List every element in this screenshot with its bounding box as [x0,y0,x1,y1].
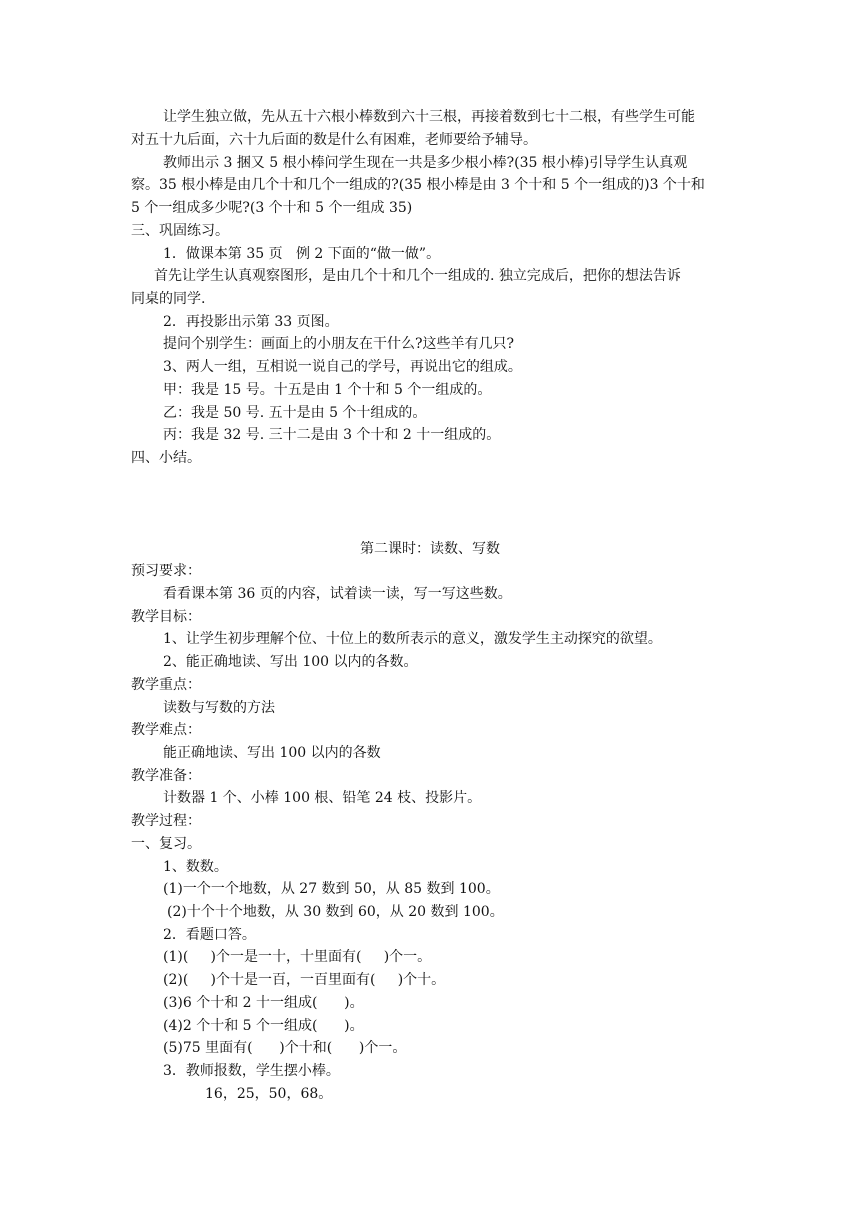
field-text: 读数与写数的方法 [163,700,275,716]
paragraph-line: 让学生独立做，先从五十六根小棒数到六十三根，再接着数到七十二根，有些学生可能 [163,109,695,125]
question-item: (2)( )个十是一百，一百里面有( )个十。 [163,972,446,988]
field-text: 计数器 1 个、小棒 100 根、铅笔 24 枝、投影片。 [163,790,482,806]
exercise-item: 1．做课本第 35 页 例 2 下面的“做一做”。 [163,246,441,262]
field-heading: 教学目标： [131,609,201,625]
paragraph-line: 察。35 根小棒是由几个十和几个一组成的?(35 根小棒是由 3 个十和 5 个一组成的)3 个十和 [131,177,705,193]
goal-item: 2、能正确地读、写出 100 以内的各数。 [163,654,418,670]
review-subitem: (2)十个十个地数，从 30 数到 60，从 20 数到 100。 [167,904,504,920]
exercise-item: 3、两人一组，互相说一说自己的学号，再说出它的组成。 [163,359,522,375]
paragraph-line: 教师出示 3 捆又 5 根小棒问学生现在一共是多少根小棒?(35 根小棒)引导学生认真观 [163,155,688,171]
question-item: (1)( )个一是一十，十里面有( )个一。 [163,949,432,965]
section-heading: 三、巩固练习。 [131,223,229,239]
field-heading: 教学准备： [131,768,201,784]
paragraph-line: 5 个一组成多少呢?(3 个十和 5 个一组成 35) [131,200,413,216]
question-item: (3)6 个十和 2 十一组成( )。 [163,995,364,1011]
field-heading: 预习要求： [131,563,201,579]
field-heading: 教学过程： [131,813,201,829]
field-text: 看看课本第 36 页的内容，试着读一读，写一写这些数。 [163,586,512,602]
review-subitem: (1)一个一个地数，从 27 数到 50，从 85 数到 100。 [163,881,500,897]
review-item: 1、数数。 [163,859,228,875]
dialogue-line: 乙：我是 50 号. 五十是由 5 个十组成的。 [163,405,427,421]
exercise-item: 2．再投影出示第 33 页图。 [163,314,339,330]
review-item: 2．看题口答。 [163,927,256,943]
section-heading: 一、复习。 [131,836,201,852]
section-heading: 四、小结。 [131,450,201,466]
field-heading: 教学难点： [131,722,201,738]
number-list: 16，25，50，68。 [205,1086,333,1102]
paragraph-line: 提问个别学生：画面上的小朋友在干什么?这些羊有几只? [163,336,515,352]
review-item: 3．教师报数，学生摆小棒。 [163,1063,340,1079]
paragraph-line: 对五十九后面，六十九后面的数是什么有困难，老师要给予辅导。 [131,132,537,148]
field-heading: 教学重点： [131,677,201,693]
lesson-title: 第二课时：读数、写数 [360,541,500,557]
question-item: (4)2 个十和 5 个一组成( )。 [163,1018,364,1034]
dialogue-line: 甲：我是 15 号。十五是由 1 个十和 5 个一组成的。 [163,382,492,398]
paragraph-line: 首先让学生认真观察图形，是由几个十和几个一组成的. 独立完成后，把你的想法告诉 [154,268,681,284]
dialogue-line: 丙：我是 32 号. 三十二是由 3 个十和 2 十一组成的。 [163,427,501,443]
question-item: (5)75 里面有( )个十和( )个一。 [163,1040,407,1056]
goal-item: 1、让学生初步理解个位、十位上的数所表示的意义，激发学生主动探究的欲望。 [163,631,662,647]
paragraph-line: 同桌的同学. [131,291,206,307]
field-text: 能正确地读、写出 100 以内的各数 [163,745,381,761]
